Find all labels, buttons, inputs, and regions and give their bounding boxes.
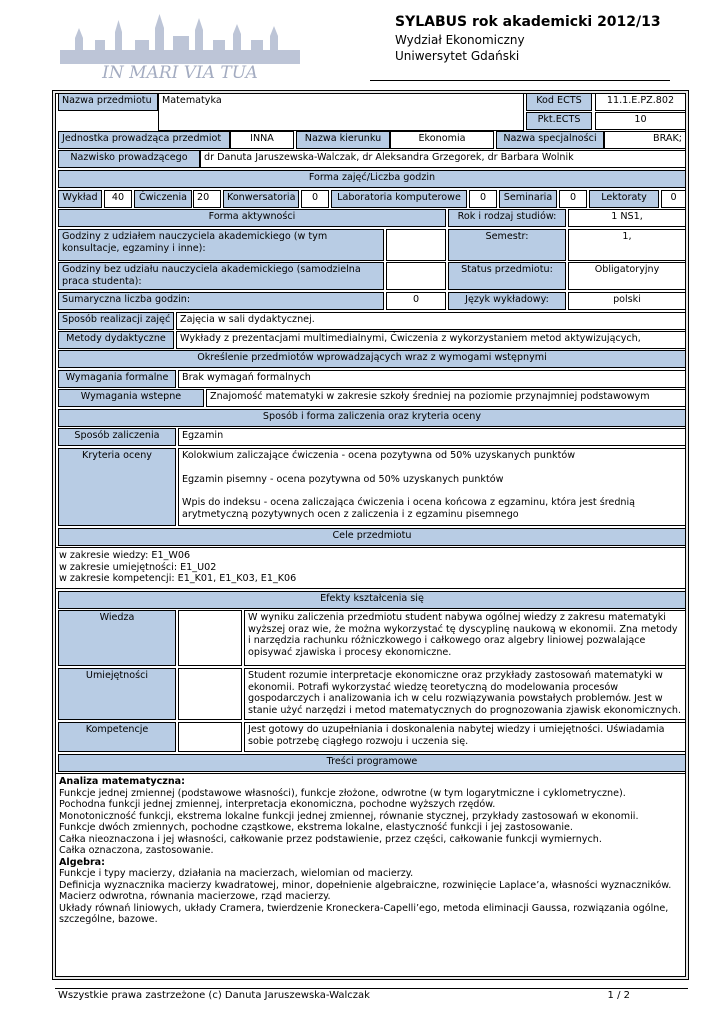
algebra-line: szczególne, bazowe. [59, 914, 158, 925]
seminar-value: 0 [559, 190, 587, 208]
field-label: Nazwa kierunku [296, 131, 390, 149]
analysis-line: Całka oznaczona, zastosowanie. [59, 845, 214, 856]
footer-copyright: Wszystkie prawa zastrzeżone (c) Danuta Jaruszewska-Walczak [58, 990, 370, 1001]
ects-code-value: 11.1.E.PZ.802 [595, 93, 686, 111]
self-study-value [386, 262, 446, 290]
algebra-line: Funkcje i typy macierzy, działania na macierzach, wielomian od macierzy. [59, 868, 414, 879]
goal-knowledge: w zakresie wiedzy: E1_W06 [59, 550, 191, 561]
spec-label: Nazwa specjalności [496, 131, 604, 149]
language-label: Język wykładowy: [448, 292, 566, 310]
forms-section: Forma zajęć/Liczba godzin [58, 170, 686, 188]
competence-code [178, 722, 242, 752]
faculty-name: Wydział Ekonomiczny [395, 33, 525, 47]
formal-req-value: Brak wymagań formalnych [178, 370, 686, 388]
contact-hours-label: Godziny z udziałem nauczyciela akademickiego (w tym konsultacje, egzaminy i inne): [58, 229, 384, 261]
analysis-line: Funkcje jednej zmiennej (podstawowe własności), funkcje złożone, odwrotne (w tym logarytmiczne i cyklometryczne). [59, 787, 626, 799]
lecture-label: Wykład [58, 190, 102, 208]
unit-value: INNA [230, 131, 294, 149]
university-name: Uniwersytet Gdański [395, 49, 520, 63]
formal-req-label: Wymagania formalne [58, 370, 176, 388]
realization-mode-label: Sposób realizacji zajęć [58, 312, 174, 330]
logo-motto: IN MARI VIA TUA [102, 63, 258, 82]
goals-section: Cele przedmiotu [58, 528, 686, 546]
footer-divider [55, 988, 688, 989]
analysis-line: Funkcje dwóch zmiennych, pochodne cząstkowe, ekstrema lokalne, elastyczność funkcji i jej zastosowanie. [59, 822, 573, 833]
ects-points-value: 10 [595, 112, 686, 130]
field-value: Ekonomia [390, 131, 494, 149]
entry-req-value: Znajomość matematyki w zakresie szkoły średniej na poziomie przynajmniej podstawowym [206, 389, 686, 407]
year-label: Rok i rodzaj studiów: [448, 209, 566, 227]
realization-mode-value: Zajęcia w sali dydaktycznej. [176, 312, 686, 330]
semester-value: 1, [568, 229, 686, 261]
conversatory-label: Konwersatoria [223, 190, 299, 208]
lecture-value: 40 [104, 190, 132, 208]
status-value: Obligatoryjny [568, 262, 686, 290]
ects-code-label: Kod ECTS [526, 93, 592, 111]
total-hours-label: Sumaryczna liczba godzin: [58, 292, 384, 310]
criteria-value [178, 448, 686, 526]
exercises-label: Ćwiczenia [134, 190, 192, 208]
goal-skills: w zakresie umiejętności: E1_U02 [59, 561, 217, 573]
page-title: SYLABUS rok akademicki 2012/13 [395, 14, 661, 30]
lectorate-value: 0 [661, 190, 686, 208]
assessment-section: Sposób i forma zaliczenia oraz kryteria oceny [58, 409, 686, 427]
criteria-index-line2: arytmetyczną pozytywnych ocen z zaliczenia i z egzaminu pisemnego [182, 508, 519, 520]
requirements-section: Określenie przedmiotów wprowadzających wraz z wymogami wstępnymi [58, 350, 686, 368]
criteria-exam: Egzamin pisemny - ocena pozytywna od 50% uzyskanych punktów [182, 473, 504, 485]
methods-value: Wykłady z prezentacjami multimedialnymi, Ćwiczenia z wykorzystaniem metod aktywizujących, [176, 331, 686, 349]
analysis-line: Monotoniczność funkcji, ekstrema lokalne funkcji jednej zmiennej, równanie stycznej, przykłady zastosowań w ekonomii. [59, 810, 639, 822]
seminar-label: Seminaria [499, 190, 557, 208]
teachers-value: dr Danuta Jaruszewska-Walczak, dr Aleksandra Grzegorek, dr Barbara Wolnik [200, 150, 686, 168]
knowledge-label: Wiedza [58, 610, 176, 666]
analysis-line: Całka nieoznaczona i jej własności, całkowanie przez podstawienie, przez części, całkowanie funkcji wymiernych. [59, 833, 602, 845]
competence-text: Jest gotowy do uzupełniania i doskonalenia nabytej wiedzy i umiejętności. Uświadamia sobie potrzebę ciągłego rozwoju i uczenia się. [244, 722, 686, 752]
algebra-heading: Algebra: [59, 856, 105, 868]
year-value: 1 NS1, [568, 209, 686, 227]
exercises-value: 20 [193, 190, 221, 208]
lectorate-label: Lektoraty [589, 190, 659, 208]
self-study-label: Godziny bez udziału nauczyciela akademickiego (samodzielna praca studenta): [58, 262, 384, 290]
skills-text: Student rozumie interpretacje ekonomiczne oraz przykłady zastosowań matematyki w ekonomii. Potrafi wykorzystać wiedzę teoretyczną do modelowania procesów gospodarczych i analizowania ich w celu rozwiązywania powstałych problemów. Jest w stanie użyć narzędzi i metod matematycznych do prognozowania zjawisk ekonomicznych. [244, 668, 686, 720]
activity-section: Forma aktywności [58, 209, 446, 227]
knowledge-code [178, 610, 242, 666]
language-value: polski [568, 292, 686, 310]
content-body [55, 773, 686, 977]
assessment-mode-value: Egzamin [178, 428, 686, 446]
criteria-index-line1: Wpis do indeksu - ocena zaliczająca ćwiczenia i ocena końcowa z egzaminu, która jest średnią [182, 497, 636, 508]
semester-label: Semestr: [448, 229, 566, 261]
course-name-value: Matematyka [158, 93, 524, 131]
competence-label: Kompetencje [58, 722, 176, 752]
lab-label: Laboratoria komputerowe [331, 190, 467, 208]
methods-label: Metody dydaktyczne [58, 331, 174, 349]
spec-value: BRAK; [604, 131, 686, 149]
algebra-line: Definicja wyznacznika macierzy kwadratowej, minor, dopełnienie algebraiczne, rozwinięcie Laplace’a, własności wyznaczników. [59, 879, 672, 891]
outcomes-section: Efekty kształcenia się [58, 591, 686, 609]
goal-competence: w zakresie kompetencji: E1_K01, E1_K03, E1_K06 [59, 573, 297, 584]
analysis-heading: Analiza matematyczna: [59, 776, 185, 787]
contact-hours-value [386, 229, 446, 261]
teachers-label: Nazwisko prowadzącego [58, 150, 200, 168]
course-name-label: Nazwa przedmiotu [58, 93, 158, 111]
assessment-mode-label: Sposób zaliczenia [58, 428, 176, 446]
conversatory-value: 0 [301, 190, 329, 208]
status-label: Status przedmiotu: [448, 262, 566, 290]
header-divider [370, 80, 670, 81]
analysis-line: Pochodna funkcji jednej zmiennej, interpretacja ekonomiczna, pochodne wyższych rzędów. [59, 799, 496, 810]
page-number: 1 / 2 [607, 990, 630, 1001]
total-hours-value: 0 [386, 292, 446, 310]
skills-code [178, 668, 242, 720]
university-logo [55, 10, 305, 82]
lab-value: 0 [469, 190, 497, 208]
knowledge-text: W wyniku zaliczenia przedmiotu student nabywa ogólnej wiedzy z zakresu matematyki wyższej oraz wie, że można wykorzystać tę dyscyplinę naukową w ekonomii. Zna metody i narzędzia rachunku różniczkowego i całkowego oraz algebry liniowej pozwalające opisywać zjawiska i procesy ekonomiczne. [244, 610, 686, 666]
entry-req-label: Wymagania wstepne [58, 389, 204, 407]
criteria-colloquium: Kolokwium zaliczające ćwiczenia - ocena pozytywna od 50% uzyskanych punktów [182, 450, 576, 461]
algebra-line: Macierz odwrotna, równania macierzowe, rząd macierzy. [59, 891, 331, 902]
algebra-line: Układy równań liniowych, układy Cramera, twierdzenie Kroneckera-Capelli’ego, metoda eliminacji Gaussa, rozwiązania ogólne, [59, 902, 669, 914]
unit-label: Jednostka prowadząca przedmiot [58, 131, 230, 149]
criteria-label: Kryteria oceny [58, 448, 176, 526]
content-section: Treści programowe [58, 754, 686, 772]
ects-points-label: Pkt.ECTS [526, 112, 592, 130]
goals-value [55, 547, 686, 589]
skills-label: Umiejętności [58, 668, 176, 720]
